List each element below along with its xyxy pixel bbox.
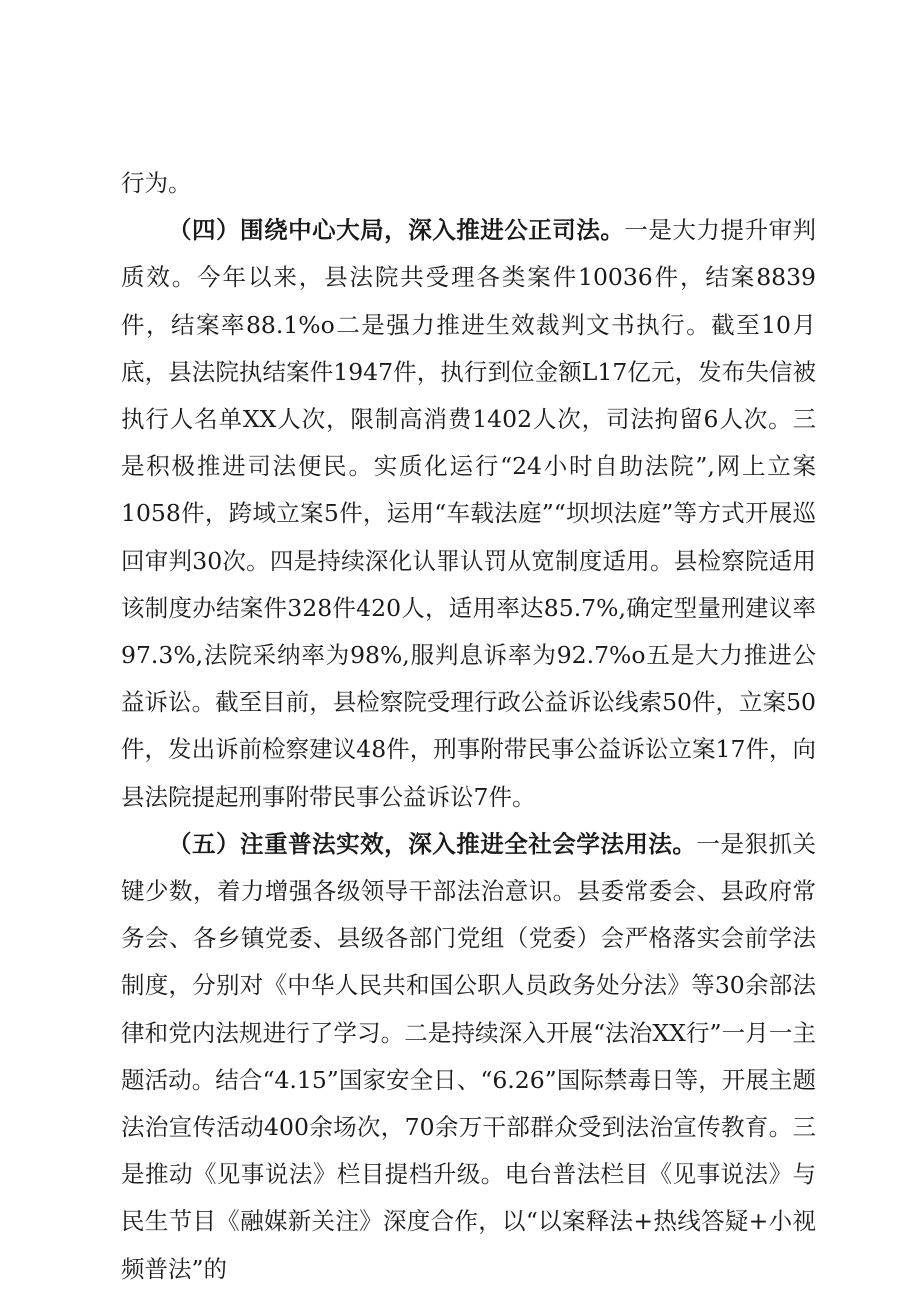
- document-body: [121, 160, 816, 1293]
- section-heading-4: （四）围绕中心大局，深入推进公正司法。: [168, 216, 625, 245]
- paragraph-continuation: [121, 160, 816, 207]
- section-heading-5: （五）注重普法实效，深入推进全社会学法用法。: [168, 829, 697, 858]
- paragraph-text: 一是大力提升审判质效。今年以来，县法院共受理各类案件10036件，结案8839件，结案率88.1%o二是强力推进生效裁判文书执行。截至10月底，县法院执结案件1947件，执行到位金额L17亿元，发布失信被执行人名单XX人次，限制高消费1402人次，司法拘留6人次。三是积极推进司法便民。实质化运行“24小时自助法院”,网上立案1058件，跨域立案5件，运用“车载法庭”“坝坝法庭”等方式开展巡回审判30次。四是持续深化认罪认罚从宽制度适用。县检察院适用该制度办结案件328件420人，适用率达85.7%,确定型量刑建议率97.3%,法院采纳率为98%,服判息诉率为92.7%o五是大力推进公益诉讼。截至目前，县检察院受理行政公益诉讼线索50件，立案50件，发出诉前检察建议48件，刑事附带民事公益诉讼立案17件，向县法院提起刑事附带民事公益诉讼7件。: [121, 216, 817, 811]
- paragraph-text: 一是狠抓关键少数，着力增强各级领导干部法治意识。县委常委会、县政府常务会、各乡镇党委、县级各部门党组（党委）会严格落实会前学法制度，分别对《中华人民共和国公职人员政务处分法》等30余部法律和党内法规进行了学习。二是持续深入开展“法治XX行”一月一主题活动。结合“4.15”国家安全日、“6.26”国际禁毒日等，开展主题法治宣传活动400余场次，70余万干部群众受到法治宣传教育。三是推动《见事说法》栏目提档升级。电台普法栏目《见事说法》与民生节目《融媒新关注》深度合作，以“以案释法+热线答疑+小视频普法”的: [121, 829, 817, 1283]
- paragraph-text: 行为。: [121, 169, 192, 197]
- paragraph-legal-education: [121, 821, 816, 1293]
- paragraph-justice: [121, 207, 816, 821]
